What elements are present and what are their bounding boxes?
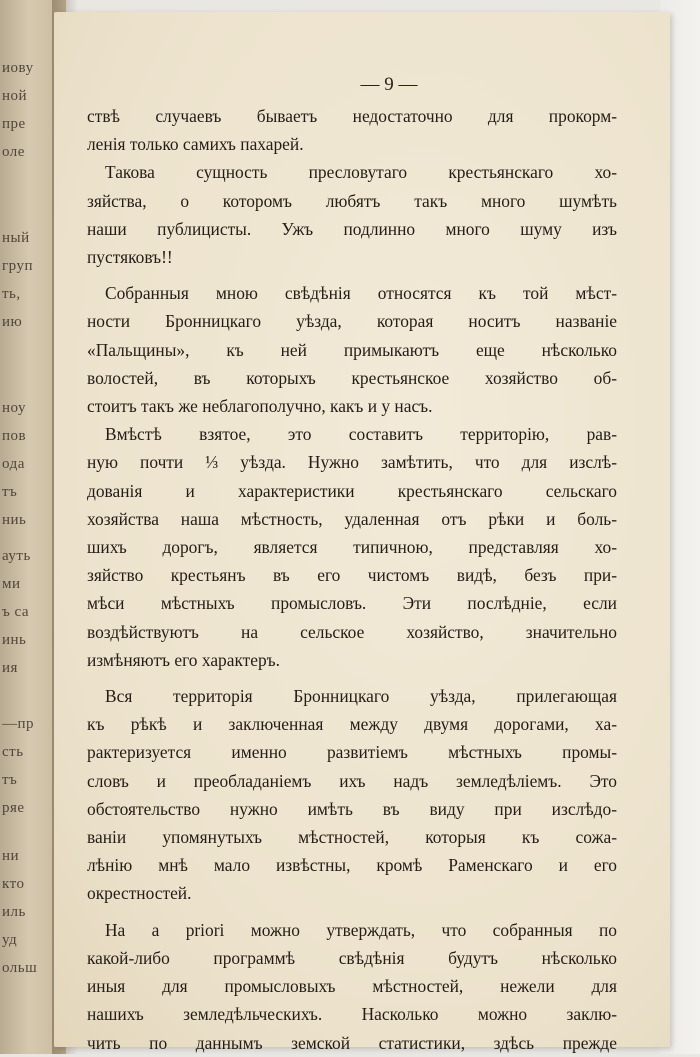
previous-page-text-fragment: оле — [2, 144, 25, 160]
text-line: На a priori можно утверждать, что собранныя по — [105, 919, 617, 940]
text-line: зяйство крестьянъ въ его чистомъ видѣ, безъ при- — [87, 565, 617, 586]
page-number: — 9 — — [360, 74, 418, 95]
text-line: зяйства, о которомъ любятъ такъ много шумѣть — [87, 190, 617, 211]
text-line: ваніи упомянутыхъ мѣстностей, которыя къ сожа- — [87, 827, 617, 848]
text-line: пустяковъ!! — [87, 247, 173, 268]
text-line: Вмѣстѣ взятое, это составитъ территорію, рав- — [105, 424, 617, 445]
text-line: лѣнію мнѣ мало извѣстны, кромѣ Раменскаго и его — [87, 855, 617, 876]
previous-page-text-fragment: кто — [2, 876, 25, 892]
text-line: «Пальщины», къ ней примыкаютъ еще нѣсколько — [87, 339, 617, 360]
previous-page-text-fragment: иову — [2, 60, 34, 76]
previous-page-text-fragment: ия — [2, 660, 18, 676]
text-line: Вся территорія Бронницкаго уѣзда, прилегающая — [105, 686, 617, 707]
text-line: ствѣ случаевъ бываетъ недостаточно для прокорм- — [87, 106, 617, 126]
paragraph-gap — [87, 271, 617, 279]
text-line: иныя для промысловыхъ мѣстностей, нежели для — [87, 976, 617, 997]
text-line: чить по даннымъ земской статистики, здѣсь прежде — [87, 1032, 617, 1053]
text-line: измѣняютъ его характеръ. — [87, 649, 281, 670]
page-text — [87, 102, 617, 1057]
text-line: ную почти ⅓ уѣзда. Нужно замѣтить, что для изслѣ- — [87, 452, 617, 473]
previous-page-text-fragment: ниь — [2, 512, 27, 528]
previous-page-text-fragment: —пр — [2, 716, 35, 732]
text-line: Собранныя мною свѣдѣнія относятся къ той мѣст- — [105, 283, 617, 304]
text-line: какой-либо программѣ свѣдѣнія будутъ нѣсколько — [87, 947, 617, 968]
previous-page-text-fragment: ной — [2, 88, 28, 104]
text-line: къ рѣкѣ и заключенная между двумя дорогами, ха- — [87, 714, 617, 735]
paragraph-gap — [87, 674, 617, 682]
text-line: дованія и характеристики крестьянскаго сельскаго — [87, 480, 617, 501]
text-line: хозяйства наша мѣстность, удаленная отъ рѣки и боль- — [87, 508, 617, 529]
previous-page-text-fragment: ми — [2, 576, 21, 592]
previous-page-text-fragment: ию — [2, 314, 23, 330]
previous-page-text-fragment: тъ — [2, 484, 18, 500]
previous-page-text-fragment: пов — [2, 428, 27, 444]
text-line: ленія только самихъ пахарей. — [87, 134, 304, 155]
text-line: шихъ дорогъ, является типичною, представляя хо- — [87, 537, 617, 558]
previous-page-text-fragment: иль — [2, 904, 26, 920]
previous-page-text-fragment: сть — [2, 744, 24, 760]
previous-page-text-fragment: ряе — [2, 800, 25, 816]
previous-page-text-fragment: ауть — [2, 548, 31, 564]
previous-page-text-fragment: тъ — [2, 772, 18, 788]
text-line: нашихъ земледѣльческихъ. Насколько можно заклю- — [87, 1004, 617, 1025]
text-line: Такова сущность пресловутаго крестьянскаго хо- — [105, 162, 617, 183]
previous-page-text-fragment: ноу — [2, 400, 26, 416]
previous-page-text-fragment: ть, — [2, 286, 21, 302]
previous-page-text-fragment: ни — [2, 848, 20, 864]
previous-page-text-fragment: пре — [2, 116, 26, 132]
previous-page-text-fragment: ода — [2, 456, 25, 472]
text-line: рактеризуется именно развитіемъ мѣстныхъ промы- — [87, 742, 617, 763]
text-line: словъ и преобладаніемъ ихъ надъ земледѣліемъ. Это — [87, 770, 617, 791]
text-line: мѣси мѣстныхъ промысловъ. Эти послѣдніе, если — [87, 593, 617, 614]
previous-page-text-fragment: ный — [2, 230, 30, 246]
previous-page-text-fragment: ъ са — [2, 604, 30, 620]
text-line: ности Бронницкаго уѣзда, которая носитъ названіе — [87, 311, 617, 332]
text-line: воздѣйствуютъ на сельское хозяйство, значительно — [87, 621, 617, 642]
text-line: наши публицисты. Ужъ подлинно много шуму изъ — [87, 218, 617, 239]
text-line: волостей, въ которыхъ крестьянское хозяйство об- — [87, 367, 617, 388]
previous-page-text-fragment: ольш — [2, 960, 38, 976]
text-line: окрестностей. — [87, 883, 192, 904]
text-line: обстоятельство нужно имѣть въ виду при изслѣдо- — [87, 798, 617, 819]
text-line: стоитъ такъ же неблагополучно, какъ и у насъ. — [87, 396, 433, 417]
previous-page-text-fragment: уд — [2, 932, 18, 948]
paragraph-gap — [87, 908, 617, 916]
previous-page-text-fragment: инь — [2, 632, 27, 648]
previous-page-text-fragment: груп — [2, 258, 33, 274]
